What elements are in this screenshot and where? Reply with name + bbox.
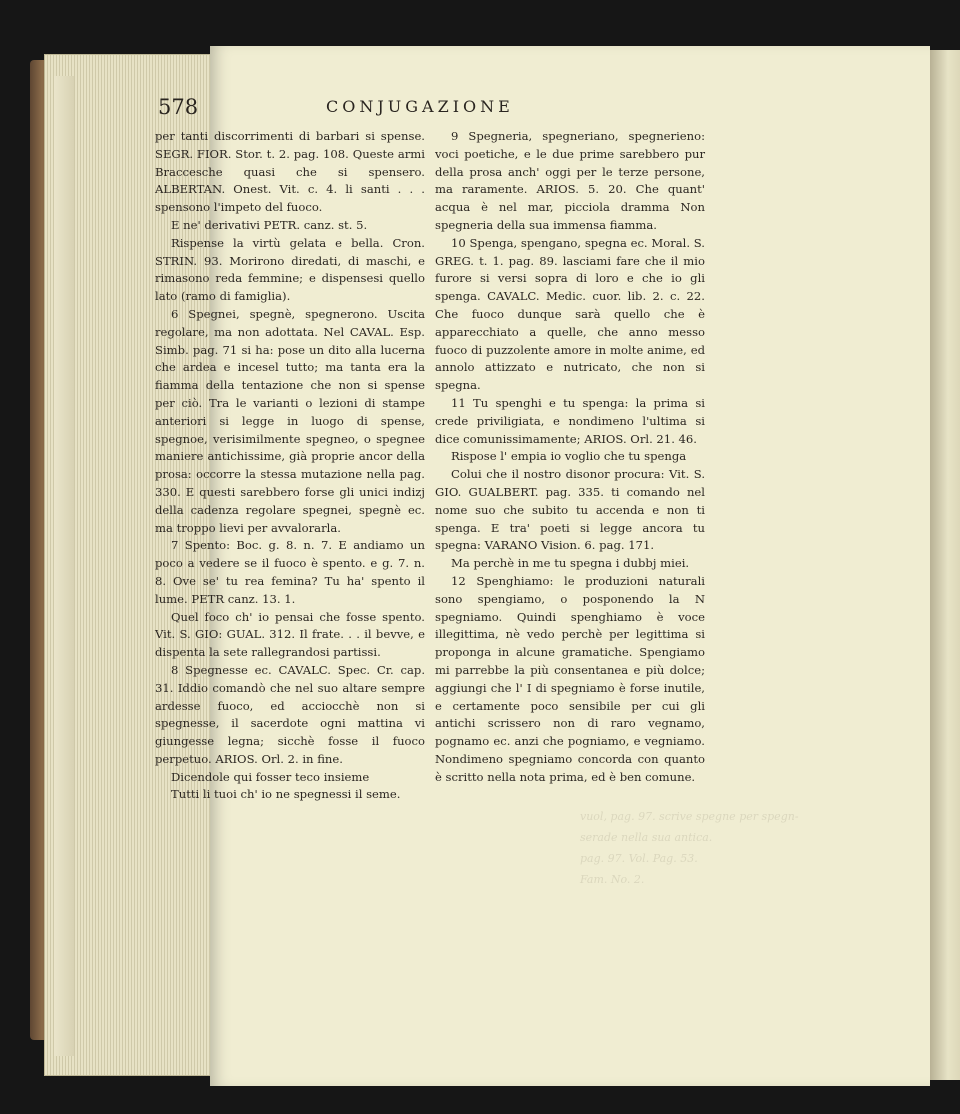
left-column bbox=[155, 128, 425, 804]
paragraph: 9 Spegneria, spegneriano, spegnerieno: voci poetiche, e le due prime sarebbero pur della prosa anch' oggi per le terze persone, ma raramente. ARIOS. 5. 20. Che quant' acqua è nel mar, picciola dramma Non spegneria della sua immensa fiamma. bbox=[435, 129, 705, 232]
paragraph: Rispense la virtù gelata e bella. Cron. STRIN. 93. Morirono diredati, di maschi, e rimasono reda femmine; e dispensesi quello lato (ramo di famiglia). bbox=[155, 235, 425, 304]
paragraph: 12 Spenghiamo: le produzioni naturali sono spengiamo, o posponendo la N spegniamo. Quindi spenghiamo è voce illegittima, nè vedo perchè per legittima si proponga in alcune gramatiche. Spengiamo mi parrebbe la più consentanea e più dolce; aggiungi che l' I di spegniamo è forse inutile, e certamente poco sensibile per cui gli antichi scrissero non di raro vegnamo, pognamo ec. anzi che pogniamo, e vegniamo. Nondimeno spegniamo concorda con quanto è scritto nella nota prima, ed è ben comune. bbox=[435, 573, 705, 784]
show-through-line: serade nella sua antica. bbox=[580, 831, 713, 844]
show-through-line: Fam. No. 2. bbox=[580, 873, 645, 886]
show-through-line: pag. 97. Vol. Pag. 53. bbox=[580, 852, 698, 865]
verse-line: Ma perchè in me tu spegna i dubbj miei. bbox=[451, 556, 690, 571]
right-column bbox=[435, 128, 705, 786]
paragraph: per tanti discorrimenti di barbari si spense. SEGR. FIOR. Stor. t. 2. pag. 108. Queste armi Braccesche quasi che si spensero. ALBERTAN. Onest. Vit. c. 4. li santi . . . spensono l'impeto del fuoco. bbox=[155, 129, 425, 215]
paragraph: 8 Spegnesse ec. CAVALC. Spec. Cr. cap. 31. Iddio comandò che nel suo altare sempre ardesse fuoco, ed acciocchè non si spegnesse, il sacerdote ogni mattina vi giungesse legna; sicchè fosse il fuoco perpetuo. ARIOS. Orl. 2. in fine. bbox=[155, 662, 425, 766]
show-through-text bbox=[580, 806, 880, 890]
paragraph: 10 Spenga, spengano, spegna ec. Moral. S. GREG. t. 1. pag. 89. lasciami fare che il mio furore si versi sopra di loro e che io gli spenga. CAVALC. Medic. cuor. lib. 2. c. 22. Che fuoco dunque sarà quello che è apparecchiato a quelle, che anno messo fuoco di puzzolente amore in molte anime, ed annolo attizzato e nutricato, che non si spegna. bbox=[435, 235, 705, 393]
paragraph: 6 Spegnei, spegnè, spegnerono. Uscita regolare, ma non adottata. Nel CAVAL. Esp. Simb. pag. 71 si ha: pose un dito alla lucerna che ardea e incesel tutto; ma tanta era la fiamma della tentazione che non si spense per ciò. Tra le varianti o lezioni di stampe anteriori si legge in luogo di spense, spegnoe, verisimilmente spegneo, o spegnee maniere antichissime, già proprie ancor della prosa: occorre la stessa mutazione nella pag. 330. E questi sarebbero forse gli unici indizj della cadenza regolare spegnei, spegnè ec. ma troppo lievi per avvalorarla. bbox=[155, 306, 425, 535]
facing-page-edge bbox=[930, 50, 960, 1080]
paragraph: Quel foco ch' io pensai che fosse spento. Vit. S. GIO: GUAL. 312. Il frate. . . il bevve, e dispenta la sete rallegrandosi partissi. bbox=[155, 609, 425, 660]
page-header bbox=[158, 95, 698, 121]
verse-line: Tutti li tuoi ch' io ne spegnessi il seme. bbox=[171, 787, 401, 802]
paragraph: 11 Tu spenghi e tu spenga: la prima si crede priviligiata, e nondimeno l'ultima si dice comunissimamente; ARIOS. Orl. 21. 46. bbox=[435, 395, 705, 446]
paragraph: Colui che il nostro disonor procura: Vit. S. GIO. GUALBERT. pag. 335. ti comando nel nome suo che subito tu accenda e non ti spenga. E tra' poeti si legge ancora tu spegna: VARANO Vision. 6. pag. 171. bbox=[435, 467, 705, 553]
paragraph: E ne' derivativi PETR. canz. st. 5. bbox=[171, 217, 368, 232]
page-number: 578 bbox=[158, 95, 199, 119]
running-title: CONJUGAZIONE bbox=[326, 97, 514, 116]
page-stub bbox=[54, 76, 74, 1056]
verse-line: Rispose l' empia io voglio che tu spenga bbox=[451, 449, 687, 464]
show-through-line: vuol, pag. 97. scrive spegne per spegn- bbox=[580, 810, 799, 823]
verse-line: Dicendole qui fosser teco insieme bbox=[171, 769, 370, 784]
paragraph: 7 Spento: Boc. g. 8. n. 7. E andiamo un poco a vedere se il fuoco è spento. e g. 7. n. 8. Ove se' tu rea femina? Tu ha' spento il lume. PETR canz. 13. 1. bbox=[155, 538, 425, 606]
